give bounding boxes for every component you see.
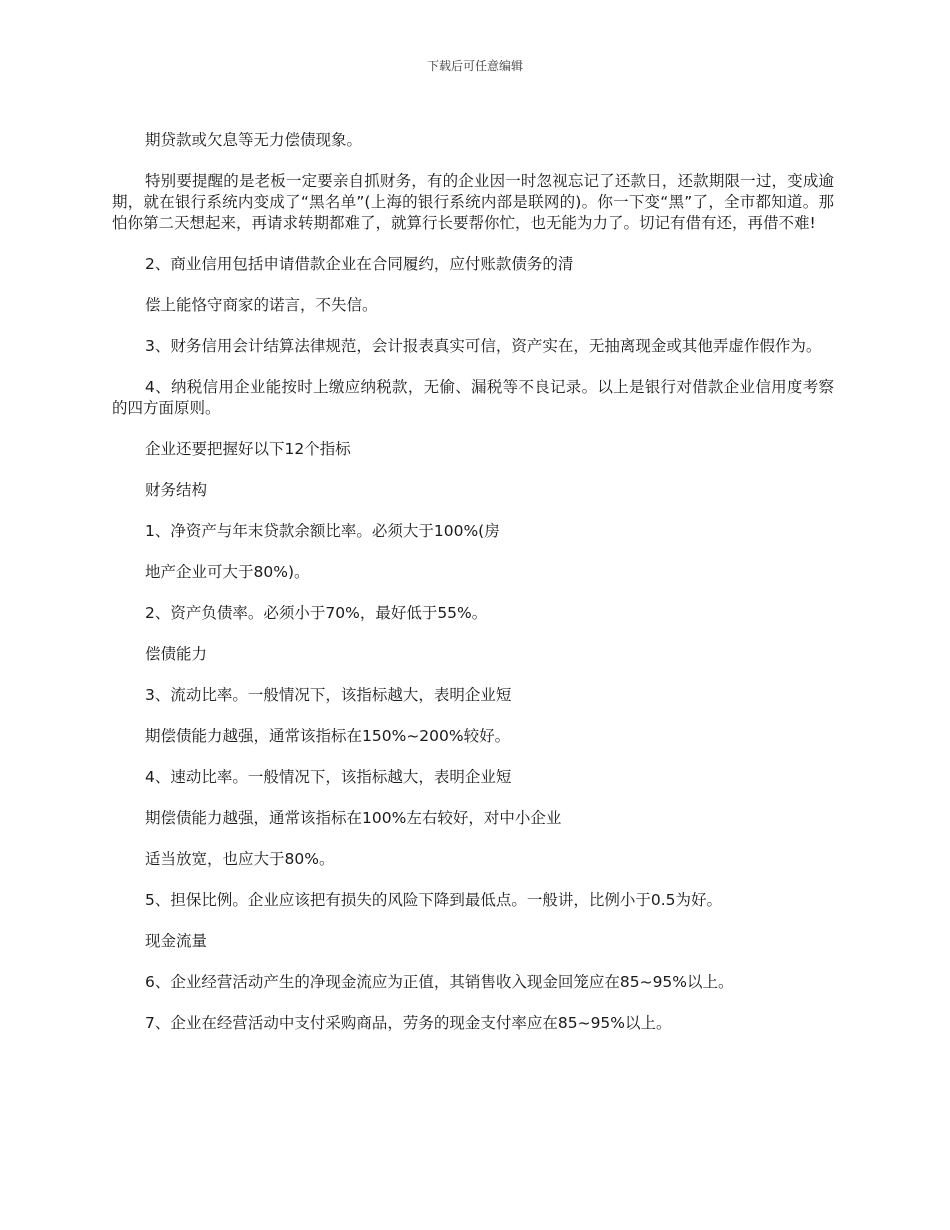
paragraph: 适当放宽，也应大于80%。 bbox=[145, 850, 335, 868]
paragraph: 期偿债能力越强，通常该指标在150%~200%较好。 bbox=[145, 727, 511, 745]
paragraph: 期偿债能力越强，通常该指标在100%左右较好，对中小企业 bbox=[145, 809, 562, 827]
paragraph: 7、企业在经营活动中支付采购商品，劳务的现金支付率应在85~95%以上。 bbox=[145, 1014, 672, 1032]
page-header: 下载后可任意编辑 bbox=[426, 59, 523, 73]
section-heading: 偿债能力 bbox=[145, 645, 208, 663]
paragraph: 偿上能恪守商家的诺言，不失信。 bbox=[145, 296, 378, 314]
paragraph: 5、担保比例。企业应该把有损失的风险下降到最低点。一般讲，比例小于0.5为好。 bbox=[145, 891, 723, 909]
section-heading: 财务结构 bbox=[145, 481, 208, 499]
paragraph: 期贷款或欠息等无力偿债现象。 bbox=[145, 131, 363, 149]
paragraph: 2、商业信用包括申请借款企业在合同履约，应付账款债务的清 bbox=[145, 255, 574, 273]
paragraph: 地产企业可大于80%)。 bbox=[145, 563, 310, 581]
paragraph: 特别要提醒的是老板一定要亲自抓财务，有的企业因一时忽视忘记了还款日，还款期限一过，变成逾期，就在银行系统内变成了“黑名单”(上海的银行系统内部是联网的)。你一下变“黑”了，全市都知道。那怕你第二天想起来，再请求转期都难了，就算行长要帮你忙，也无能为力了。切记有借有还，再借不难! bbox=[112, 172, 834, 232]
paragraph: 4、速动比率。一般情况下，该指标越大，表明企业短 bbox=[145, 768, 512, 786]
paragraph: 3、流动比率。一般情况下，该指标越大，表明企业短 bbox=[145, 686, 512, 704]
paragraph: 2、资产负债率。必须小于70%，最好低于55%。 bbox=[145, 604, 488, 622]
paragraph: 企业还要把握好以下12个指标 bbox=[145, 440, 351, 458]
paragraph: 1、净资产与年末贷款余额比率。必须大于100%(房 bbox=[145, 522, 500, 540]
paragraph: 6、企业经营活动产生的净现金流应为正值，其销售收入现金回笼应在85~95%以上。 bbox=[145, 973, 734, 991]
paragraph: 3、财务信用会计结算法律规范，会计报表真实可信，资产实在，无抽离现金或其他弄虚作假作为。 bbox=[145, 337, 822, 355]
paragraph: 4、纳税信用企业能按时上缴应纳税款，无偷、漏税等不良记录。以上是银行对借款企业信用度考察的四方面原则。 bbox=[112, 378, 834, 417]
section-heading: 现金流量 bbox=[145, 932, 208, 950]
document-body bbox=[112, 130, 834, 1054]
